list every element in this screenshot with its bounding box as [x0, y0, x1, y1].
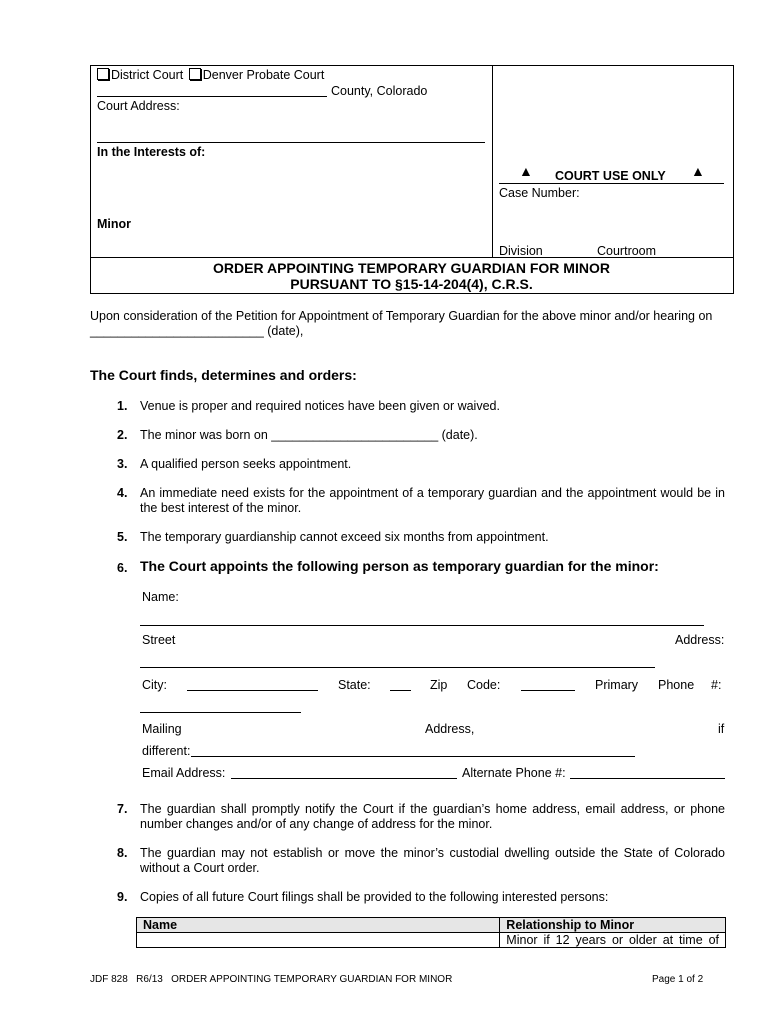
intro-paragraph — [90, 309, 730, 339]
email-field[interactable] — [231, 778, 457, 779]
denver-probate-checkbox[interactable] — [189, 68, 201, 80]
court-address-label: Court Address: — [97, 99, 180, 113]
findings-heading: The Court finds, determines and orders: — [90, 367, 357, 383]
title-line-1: ORDER APPOINTING TEMPORARY GUARDIAN FOR MINOR — [213, 260, 610, 276]
denver-probate-label: Denver Probate Court — [202, 68, 325, 82]
table-cell-name[interactable] — [137, 933, 500, 948]
if-label: if — [718, 722, 725, 736]
title-line-2: PURSUANT TO §15-14-204(4), C.R.S. — [290, 276, 533, 292]
district-court-label: District Court — [111, 68, 184, 82]
county-suffix: County, Colorado — [331, 84, 428, 98]
interests-label: In the Interests of: — [97, 145, 206, 159]
item-text: The guardian shall promptly notify the Court if the guardian’s home address, email address, or phone number changes and/or of any change of address for the minor. — [140, 802, 725, 831]
alt-phone-label: Alternate Phone #: — [462, 766, 566, 780]
mailing-label: Mailing — [142, 722, 182, 736]
code-label: Code: — [467, 678, 501, 692]
district-court-checkbox[interactable] — [97, 68, 109, 80]
court-use-only: COURT USE ONLY — [555, 169, 666, 183]
street-label: Street — [142, 633, 176, 647]
division-label: Division — [499, 244, 543, 258]
court-use-divider — [499, 183, 724, 184]
case-number-label: Case Number: — [499, 186, 580, 200]
footer-page-number: Page 1 of 2 — [652, 974, 704, 985]
intro-line-1: Upon consideration of the Petition for Appointment of Temporary Guardian for the above minor and/or hearing on — [90, 309, 713, 323]
table-cell-relationship[interactable]: Minor if 12 years or older at time of — [500, 933, 726, 948]
table-row — [137, 933, 726, 948]
item-text: The Court appoints the following person as temporary guardian for the minor: — [140, 558, 659, 574]
intro-line-2: _________________________ (date), — [90, 324, 304, 338]
name-label: Name: — [142, 590, 179, 604]
item-number: 4. — [117, 486, 128, 500]
primary-label: Primary — [595, 678, 639, 692]
table-header-relationship: Relationship to Minor — [500, 918, 726, 933]
triangle-left-icon: ▲ — [519, 163, 533, 179]
item-number: 9. — [117, 890, 128, 904]
courtroom-label: Courtroom — [597, 244, 657, 258]
footer-form-id: JDF 828 R6/13 ORDER APPOINTING TEMPORARY GUARDIAN FOR MINOR — [90, 974, 453, 985]
court-address-field[interactable] — [97, 142, 485, 143]
different-label: different: — [142, 744, 191, 758]
street-address-field[interactable] — [140, 667, 655, 668]
email-label: Email Address: — [142, 766, 226, 780]
mailing-address-field[interactable] — [191, 756, 635, 757]
state-label: State: — [338, 678, 371, 692]
city-label: City: — [142, 678, 167, 692]
item-text: The minor was born on ________________________ (date). — [140, 428, 478, 442]
item-number: 8. — [117, 846, 128, 860]
item-number: 2. — [117, 428, 128, 442]
item-number: 5. — [117, 530, 128, 544]
item-text: A qualified person seeks appointment. — [140, 457, 352, 471]
table-header-row — [137, 918, 726, 933]
alt-phone-field[interactable] — [570, 778, 725, 779]
primary-phone-field[interactable] — [140, 712, 301, 713]
triangle-right-icon: ▲ — [691, 163, 705, 179]
item-number: 1. — [117, 399, 128, 413]
item-text: The temporary guardianship cannot exceed six months from appointment. — [140, 530, 549, 544]
name-field[interactable] — [140, 625, 704, 626]
item-number: 7. — [117, 802, 128, 816]
mailing-address-label: Address, — [425, 722, 475, 736]
address-label: Address: — [675, 633, 725, 647]
item-number: 6. — [117, 561, 128, 575]
state-field[interactable] — [390, 690, 411, 691]
zip-field[interactable] — [521, 690, 575, 691]
caption-divider-vertical — [492, 65, 493, 257]
county-field[interactable] — [97, 96, 327, 97]
item-text: The guardian may not establish or move the minor’s custodial dwelling outside the State of Colorado without a Court order. — [140, 846, 725, 875]
hash-label: #: — [711, 678, 722, 692]
interested-persons-table — [136, 917, 726, 948]
document-title — [90, 260, 733, 292]
court-type-checkboxes — [97, 68, 324, 82]
table-header-name: Name — [137, 918, 500, 933]
phone-label: Phone — [658, 678, 695, 692]
zip-label: Zip — [430, 678, 448, 692]
minor-label: Minor — [97, 217, 132, 231]
city-field[interactable] — [187, 690, 318, 691]
item-text: Copies of all future Court filings shall be provided to the following interested persons: — [140, 890, 609, 904]
item-text: An immediate need exists for the appointment of a temporary guardian and the appointment would be in the best interest of the minor. — [140, 486, 725, 515]
item-number: 3. — [117, 457, 128, 471]
item-text: Venue is proper and required notices have been given or waived. — [140, 399, 500, 413]
